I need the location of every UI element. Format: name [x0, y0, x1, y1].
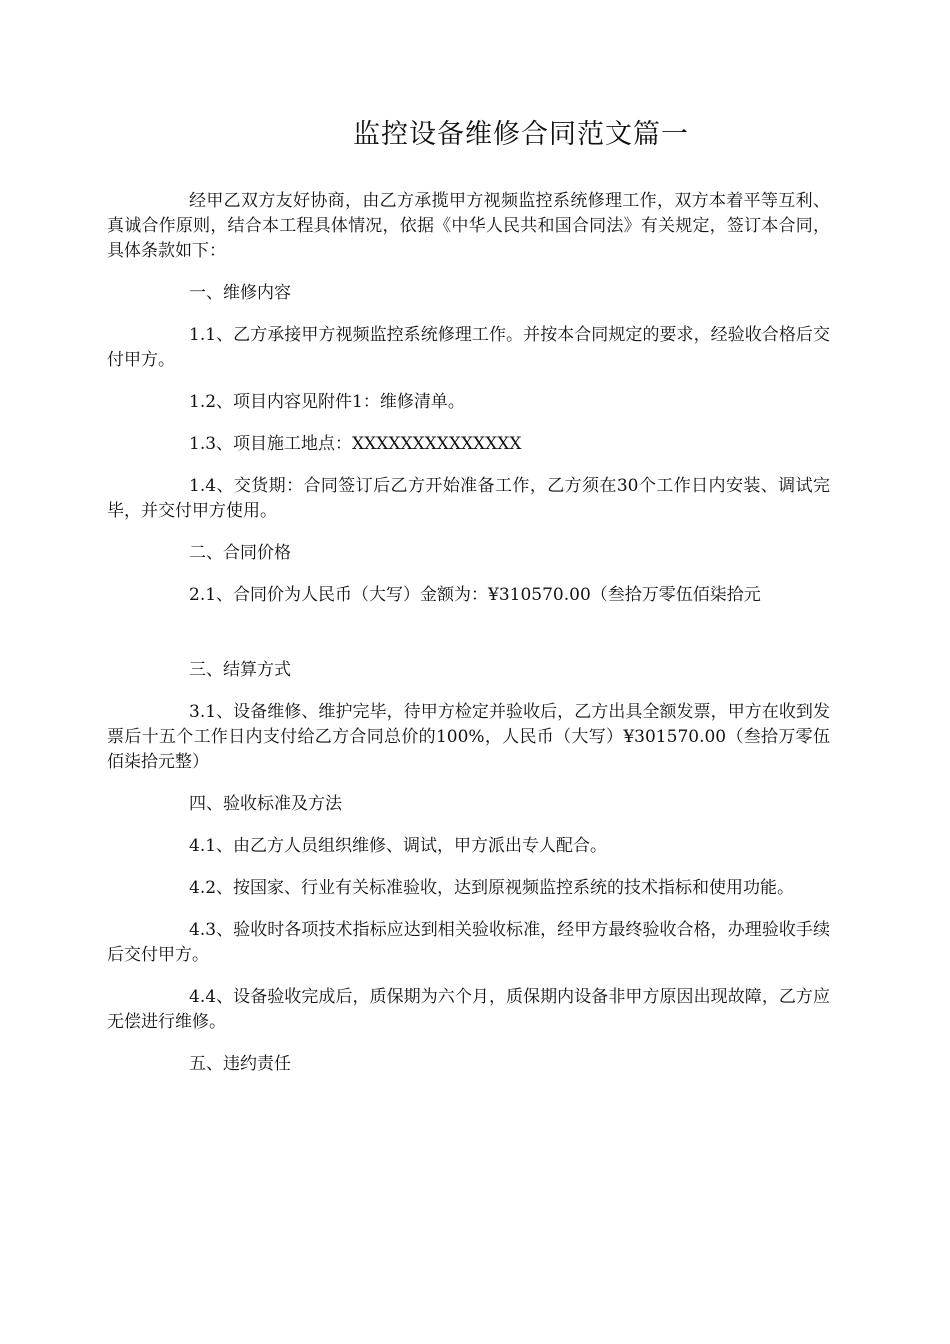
clause-2-1: 2.1、合同价为人民币（大写）金额为：¥310570.00（叁拾万零伍佰柒拾元 — [189, 585, 761, 605]
document-title: 监控设备维修合同范文篇一 — [353, 119, 689, 150]
clause-3-1: 3.1、设备维修、维护完毕，待甲方检定并验收后，乙方出具全额发票，甲方在收到发票后十五个工作日内支付给乙方合同总价的100%，人民币（大写）¥301570.00（叁拾万零伍佰柒拾元整） — [107, 702, 830, 772]
clause-1-1: 1.1、乙方承接甲方视频监控系统修理工作。并按本合同规定的要求，经验收合格后交付甲方。 — [107, 325, 830, 370]
clause-4-4: 4.4、设备验收完成后，质保期为六个月，质保期内设备非甲方原因出现故障，乙方应无偿进行维修。 — [107, 987, 830, 1032]
clause-4-3: 4.3、验收时各项技术指标应达到相关验收标准，经甲方最终验收合格，办理验收手续后交付甲方。 — [107, 920, 830, 965]
clause-1-2: 1.2、项目内容见附件1：维修清单。 — [189, 392, 465, 412]
section-heading-acceptance: 四、验收标准及方法 — [189, 794, 342, 814]
clause-4-2: 4.2、按国家、行业有关标准验收，达到原视频监控系统的技术指标和使用功能。 — [189, 878, 795, 898]
section-heading-repair-content: 一、维修内容 — [189, 283, 291, 303]
section-heading-liability: 五、违约责任 — [189, 1054, 291, 1074]
section-heading-settlement: 三、结算方式 — [189, 660, 291, 680]
clause-1-3: 1.3、项目施工地点：XXXXXXXXXXXXXX — [189, 434, 522, 454]
section-heading-contract-price: 二、合同价格 — [189, 543, 291, 563]
intro-paragraph: 经甲乙双方友好协商，由乙方承揽甲方视频监控系统修理工作，双方本着平等互利、真诚合作原则，结合本工程具体情况，依据《中华人民共和国合同法》有关规定，签订本合同，具体条款如下： — [107, 191, 830, 261]
clause-1-4: 1.4、交货期：合同签订后乙方开始准备工作，乙方须在30个工作日内安装、调试完毕，并交付甲方使用。 — [107, 476, 830, 521]
clause-4-1: 4.1、由乙方人员组织维修、调试，甲方派出专人配合。 — [189, 836, 608, 856]
